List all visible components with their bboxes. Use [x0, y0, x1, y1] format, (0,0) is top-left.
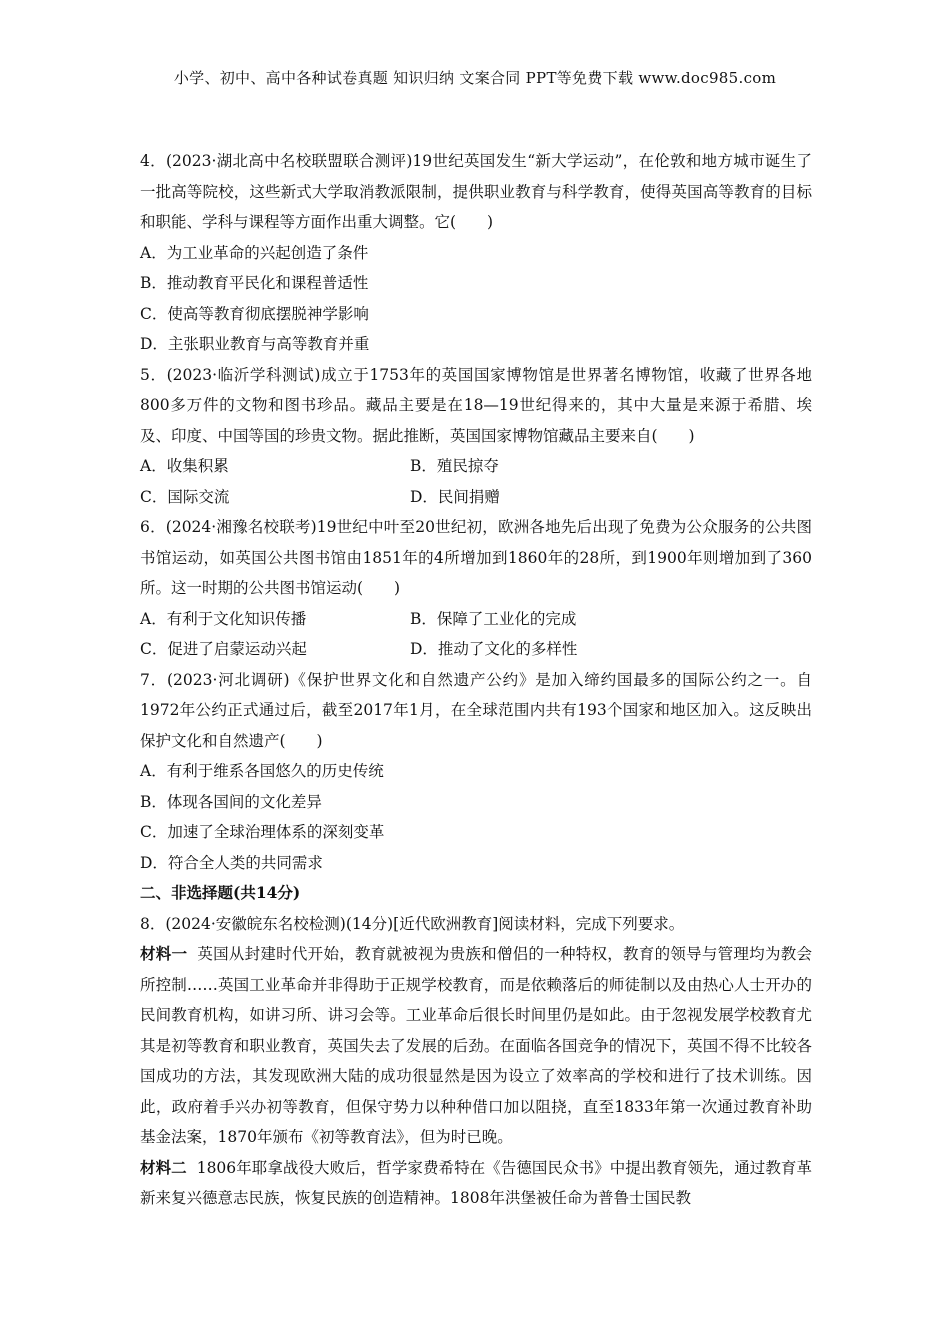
material-2 [140, 1153, 812, 1214]
question-6 [140, 512, 812, 665]
document-body [140, 146, 812, 1214]
material-2-label: 材料二 [140, 1157, 187, 1177]
option-a: A．有利于文化知识传播 [140, 609, 307, 628]
question-stem: 4．(2023·湖北高中名校联盟联合测评)19世纪英国发生“新大学运动”，在伦敦和地方城市诞生了一批高等院校，这些新式大学取消教派限制，提供职业教育与科学教育，使得英国高等教育的目标和职能、学科与课程等方面作出重大调整。它( ) [140, 152, 812, 231]
option-b: B．保障了工业化的完成 [410, 609, 577, 628]
option-c: C．促进了启蒙运动兴起 [140, 640, 307, 658]
option-a: A．为工业革命的兴起创造了条件 [140, 243, 369, 262]
question-stem: 7．(2023·河北调研)《保护世界文化和自然遗产公约》是加入缔约国最多的国际公约之一。自1972年公约正式通过后，截至2017年1月，在全球范围内共有193个国家和地区加入。这反映出保护文化和自然遗产( ) [140, 670, 812, 750]
option-b: B．殖民掠夺 [410, 457, 499, 475]
option-d: D．民间捐赠 [410, 487, 500, 506]
option-a: A．有利于维系各国悠久的历史传统 [140, 762, 384, 780]
option-c: C．国际交流 [140, 487, 230, 506]
question-7 [140, 665, 812, 879]
question-stem: 6．(2024·湘豫名校联考)19世纪中叶至20世纪初，欧洲各地先后出现了免费为公众服务的公共图书馆运动，如英国公共图书馆由1851年的4所增加到1860年的28所，到1900年则增加到了360所。这一时期的公共图书馆运动( ) [140, 518, 812, 597]
material-1-text: 英国从封建时代开始，教育就被视为贵族和僧侣的一种特权，教育的领导与管理均为教会所控制……英国工业革命并非得助于正规学校教育，而是依赖落后的师徒制以及由热心人士开办的民间教育机构，如讲习所、讲习会等。工业革命后很长时间里仍是如此。由于忽视发展学校教育尤其是初等教育和职业教育，英国失去了发展的后劲。在面临各国竞争的情况下，英国不得不比较各国成功的方法，其发现欧洲大陆的成功很显然是因为设立了效率高的学校和进行了技术训练。因此，政府着手兴办初等教育，但保守势力以种种借口加以阻挠，直至1833年第一次通过教育补助基金法案，1870年颁布《初等教育法》，但为时已晚。 [140, 945, 812, 1146]
option-b: B．推动教育平民化和课程普适性 [140, 274, 369, 292]
option-d: D．推动了文化的多样性 [410, 640, 578, 658]
option-d: D．主张职业教育与高等教育并重 [140, 335, 370, 353]
option-row [140, 451, 812, 482]
option-d: D．符合全人类的共同需求 [140, 853, 323, 872]
material-2-text: 1806年耶拿战役大败后，哲学家费希特在《告德国民众书》中提出教育领先，通过教育革新来复兴德意志民族，恢复民族的创造精神。1808年洪堡被任命为普鲁士国民教 [140, 1158, 812, 1207]
option-row [140, 482, 812, 513]
option-a: A．收集积累 [140, 457, 229, 475]
option-b: B．体现各国间的文化差异 [140, 792, 322, 811]
section-title: 二、非选择题(共14分) [140, 883, 301, 902]
material-1-label: 材料一 [140, 944, 188, 963]
question-8 [140, 909, 812, 1214]
option-row [140, 604, 812, 635]
question-4 [140, 146, 812, 360]
question-stem: 5．(2023·临沂学科测试)成立于1753年的英国国家博物馆是世界著名博物馆，收藏了世界各地800多万件的文物和图书珍品。藏品主要是在18—19世纪得来的，其中大量是来源于希腊、埃及、印度、中国等国的珍贵文物。据此推断，英国国家博物馆藏品主要来自( ) [140, 365, 812, 445]
question-stem: 8．(2024·安徽皖东名校检测)(14分)[近代欧洲教育]阅读材料，完成下列要求。 [140, 914, 685, 933]
material-1 [140, 939, 812, 1153]
question-5 [140, 360, 812, 513]
option-row [140, 634, 812, 665]
option-c: C．使高等教育彻底摆脱神学影响 [140, 304, 369, 323]
option-c: C．加速了全球治理体系的深刻变革 [140, 823, 385, 841]
page-header: 小学、初中、高中各种试卷真题 知识归纳 文案合同 PPT等免费下载 www.doc985.com [173, 69, 777, 87]
